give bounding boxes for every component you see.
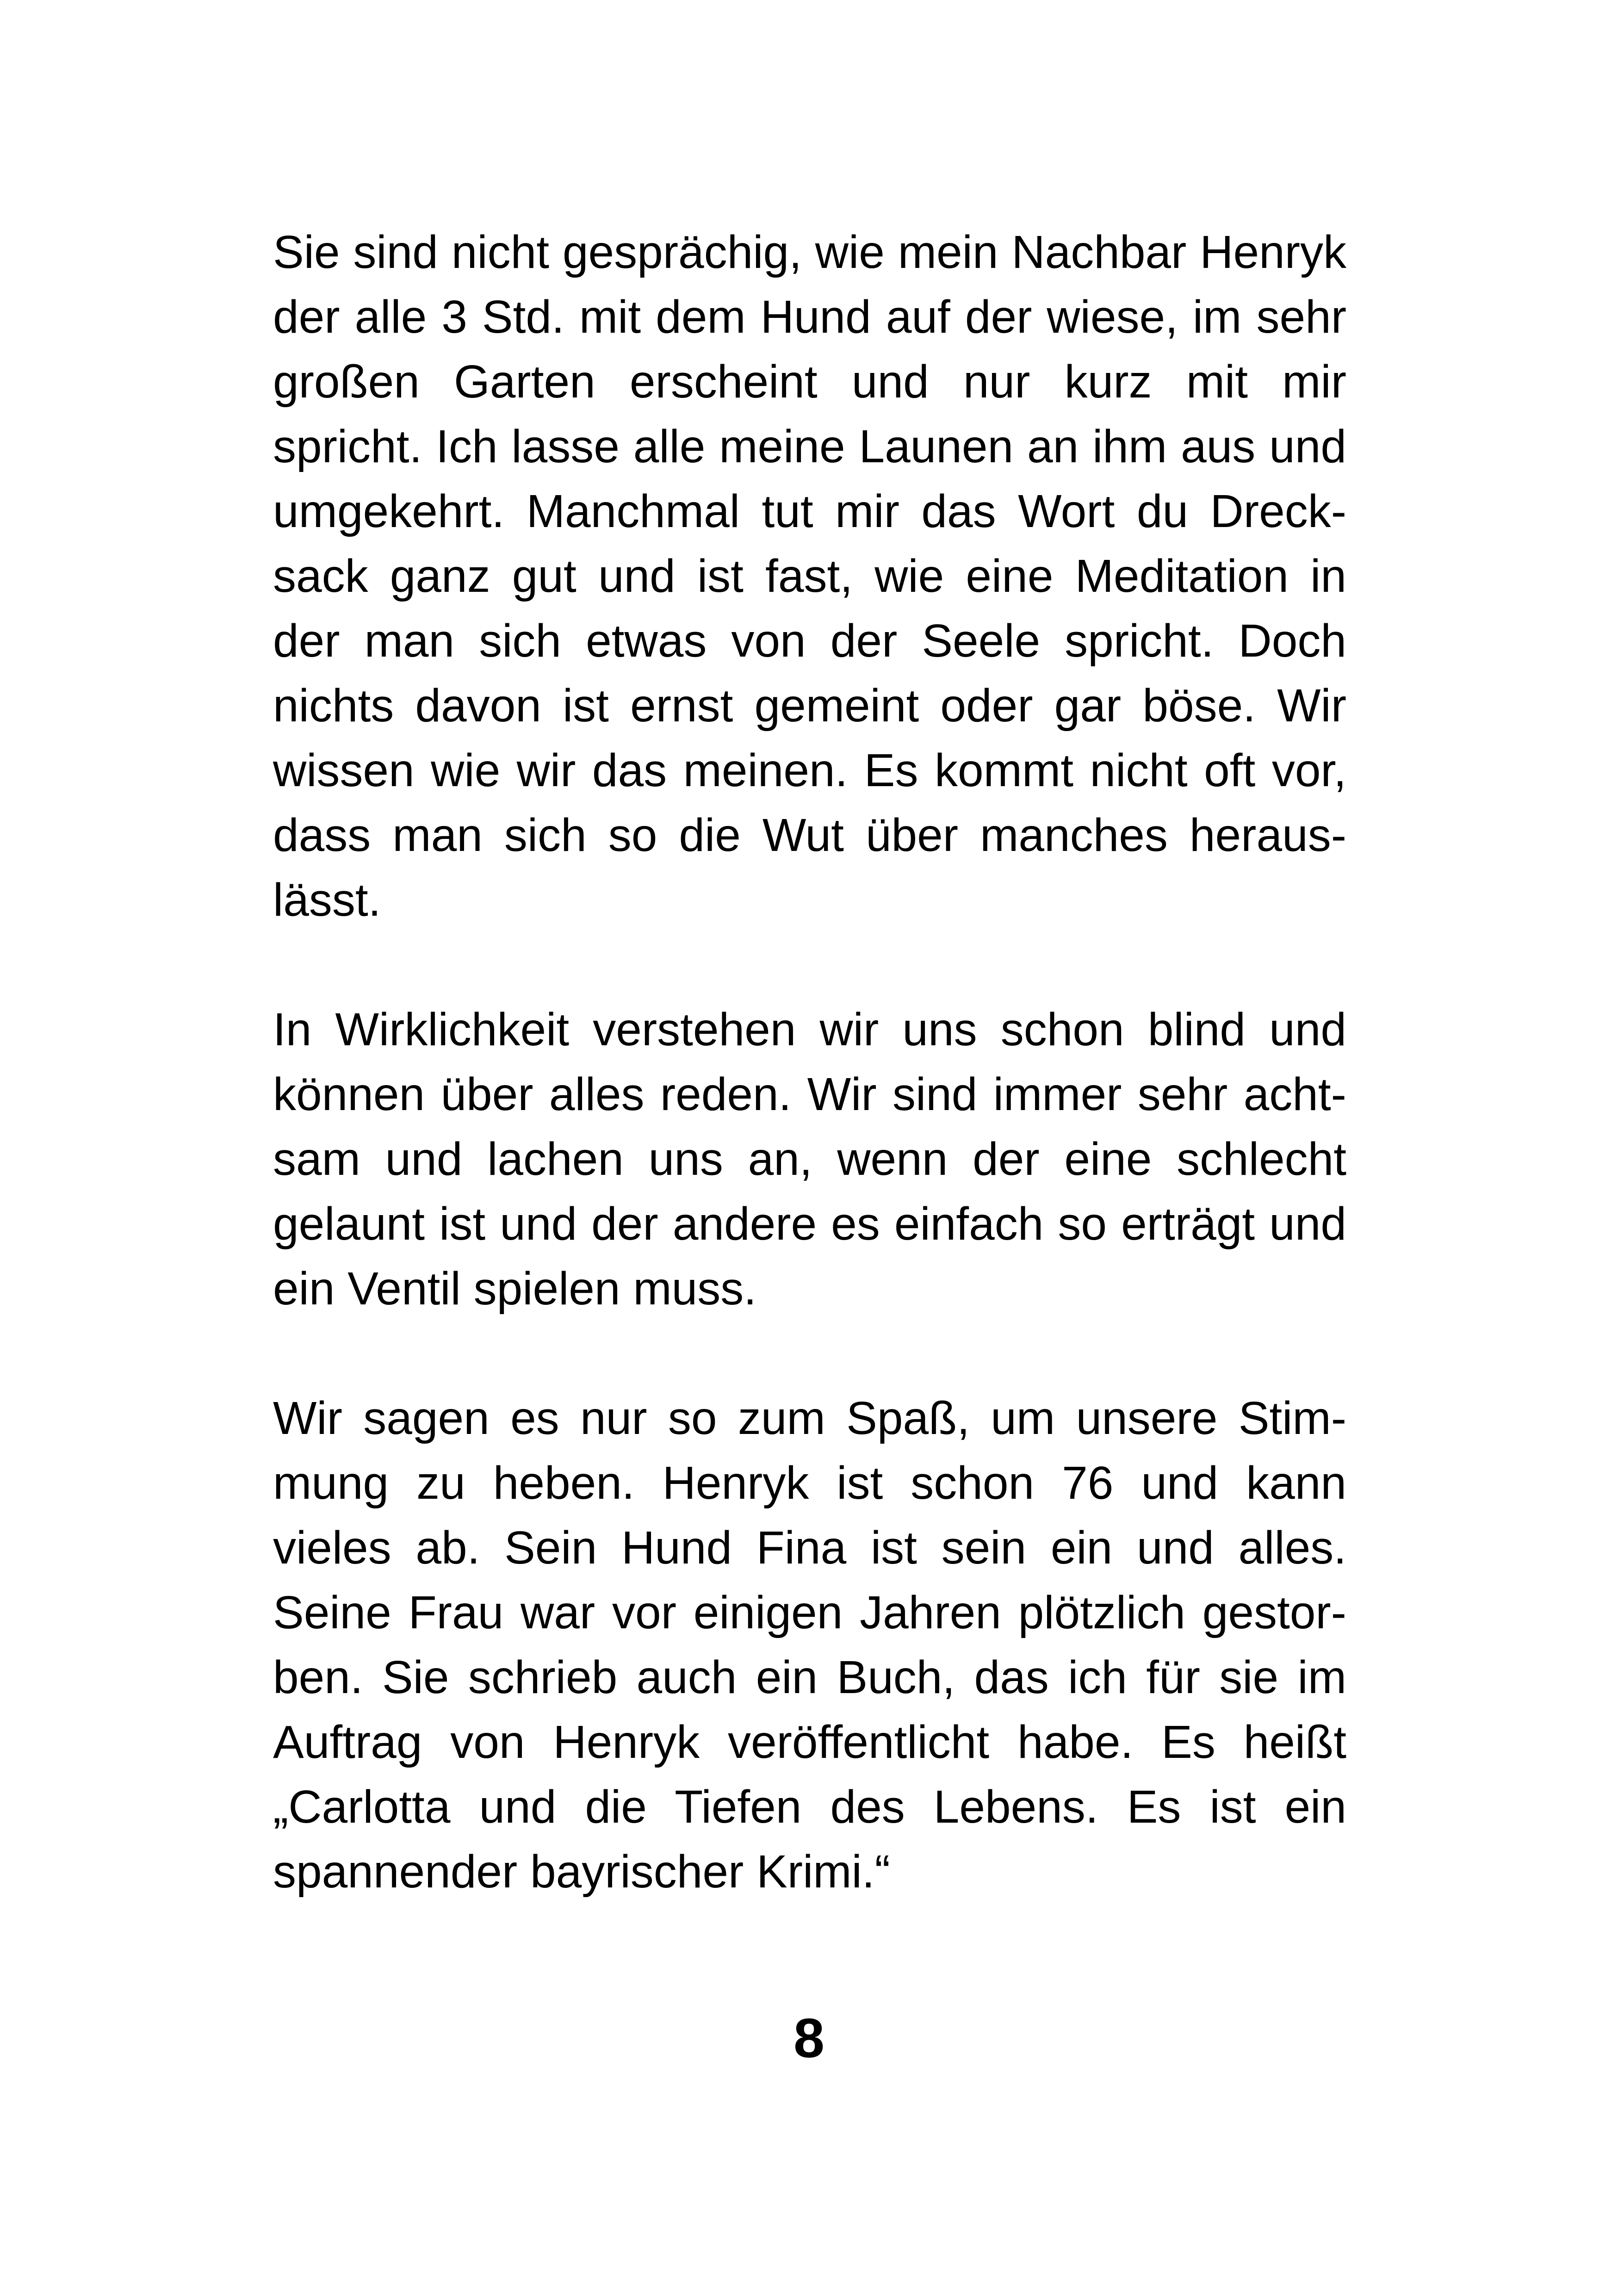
text-line: spannender bayrischer Krimi.“ — [273, 1846, 890, 1898]
text-line: Auftrag von Henryk veröffentlicht habe. Es heißt — [273, 1716, 1346, 1768]
text-line: In Wirklichkeit verstehen wir uns schon blind und — [273, 1004, 1346, 1055]
text-line: ben. Sie schrieb auch ein Buch, das ich für sie im — [273, 1651, 1346, 1703]
page-number: 8 — [794, 2007, 824, 2069]
text-line: Wir sagen es nur so zum Spaß, um unsere Stim- — [273, 1392, 1346, 1444]
text-line: sack ganz gut und ist fast, wie eine Meditation in — [273, 550, 1346, 602]
text-line: spricht. Ich lasse alle meine Launen an ihm aus und — [273, 421, 1346, 472]
text-line: dass man sich so die Wut über manches heraus- — [273, 809, 1346, 861]
text-line: können über alles reden. Wir sind immer sehr acht- — [273, 1068, 1346, 1120]
text-line: Sie sind nicht gesprächig, wie mein Nachbar Henryk — [273, 226, 1346, 278]
text-line: ein Ventil spielen muss. — [273, 1263, 757, 1315]
paragraph — [273, 220, 1346, 932]
body-text — [273, 220, 1346, 1904]
paragraph-gap — [273, 1321, 1346, 1386]
text-line: lässt. — [273, 874, 381, 926]
text-line: Seine Frau war vor einigen Jahren plötzlich gestor- — [273, 1587, 1346, 1638]
text-line: umgekehrt. Manchmal tut mir das Wort du Dreck- — [273, 485, 1346, 537]
paragraph — [273, 997, 1346, 1321]
text-line: der alle 3 Std. mit dem Hund auf der wiese, im sehr — [273, 291, 1346, 343]
paragraph — [273, 1386, 1346, 1904]
text-line: sam und lachen uns an, wenn der eine schlecht — [273, 1133, 1346, 1185]
text-line: gelaunt ist und der andere es einfach so erträgt und — [273, 1198, 1346, 1250]
text-line: der man sich etwas von der Seele spricht. Doch — [273, 615, 1346, 667]
text-line: mung zu heben. Henryk ist schon 76 und kann — [273, 1457, 1346, 1509]
text-line: großen Garten erscheint und nur kurz mit mir — [273, 356, 1346, 408]
paragraph-gap — [273, 932, 1346, 997]
text-line: vieles ab. Sein Hund Fina ist sein ein und alles. — [273, 1522, 1346, 1574]
text-line: „Carlotta und die Tiefen des Lebens. Es ist ein — [273, 1781, 1346, 1833]
text-line: wissen wie wir das meinen. Es kommt nicht oft vor, — [273, 745, 1346, 796]
text-line: nichts davon ist ernst gemeint oder gar böse. Wir — [273, 680, 1346, 732]
